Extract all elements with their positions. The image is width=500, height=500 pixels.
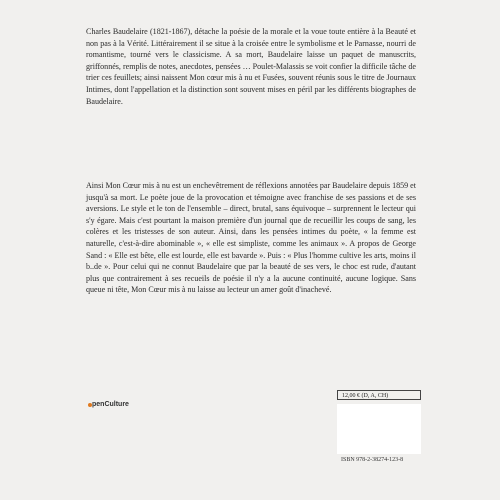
- isbn-label: ISBN 978-2-38274-123-8: [341, 457, 404, 463]
- synopsis-paragraph-2: Ainsi Mon Cœur mis à nu est un enchevêtrement de réflexions annotées par Baudelaire depuis 1859 et jusqu'à sa mort. Le poète joue de la provocation et témoigne avec franchise de ses passions et de ses aversions. Le style et le ton de l'ensemble – direct, brutal, sans équivoque – surprennent le lecteur qui s'y égare. Mais c'est pourtant la maison première d'un journal que de recueillir les coups de sang, les colères et les tristesses de son auteur. Ainsi, dans les pensées intimes du poète, « la femme est naturelle, c'est-à-dire abominable », « elle est simpliste, comme les animaux ». A propos de George Sand : « Elle est bête, elle est lourde, elle est bavarde ». Puis : « Plus l'homme cultive les arts, moins il b..de ». Pour celui qui ne connut Baudelaire que par la beauté de ses vers, le choc est rude, d'autant plus que contrairement à ses recueils de poésie il n'y a la aucune continuité, aucune logique. Sans queue ni tête, Mon Cœur mis à nu laisse au lecteur un amer goût d'inachevé.: [86, 181, 416, 295]
- price-label: 12,00 € (D, A, CH): [337, 390, 421, 400]
- barcode-area: [337, 404, 421, 454]
- open-culture-o-icon: [88, 403, 92, 407]
- synopsis-paragraph-1: Charles Baudelaire (1821-1867), détache la poésie de la morale et la voue toute entière à la Beauté et non pas à la Vérité. Littérairement il se situe à la croisée entre le symbolisme et le Parnasse, nourri de romantisme, tourné vers le classicisme. A sa mort, Baudelaire laisse un paquet de manuscrits, griffonnés, remplis de notes, anecdotes, pensées … Poulet-Malassis se voit confier la difficile tâche de trier ces feuillets; ainsi naissent Mon cœur mis à nu et Fusées, souvent réunis sous le titre de Journaux Intimes, dont l'appellation et la distinction sont souvent mises en péril par les différents biographes de Baudelaire.: [86, 27, 416, 106]
- publisher-logo: [87, 401, 129, 408]
- publisher-logo-text: penCulture: [92, 401, 129, 408]
